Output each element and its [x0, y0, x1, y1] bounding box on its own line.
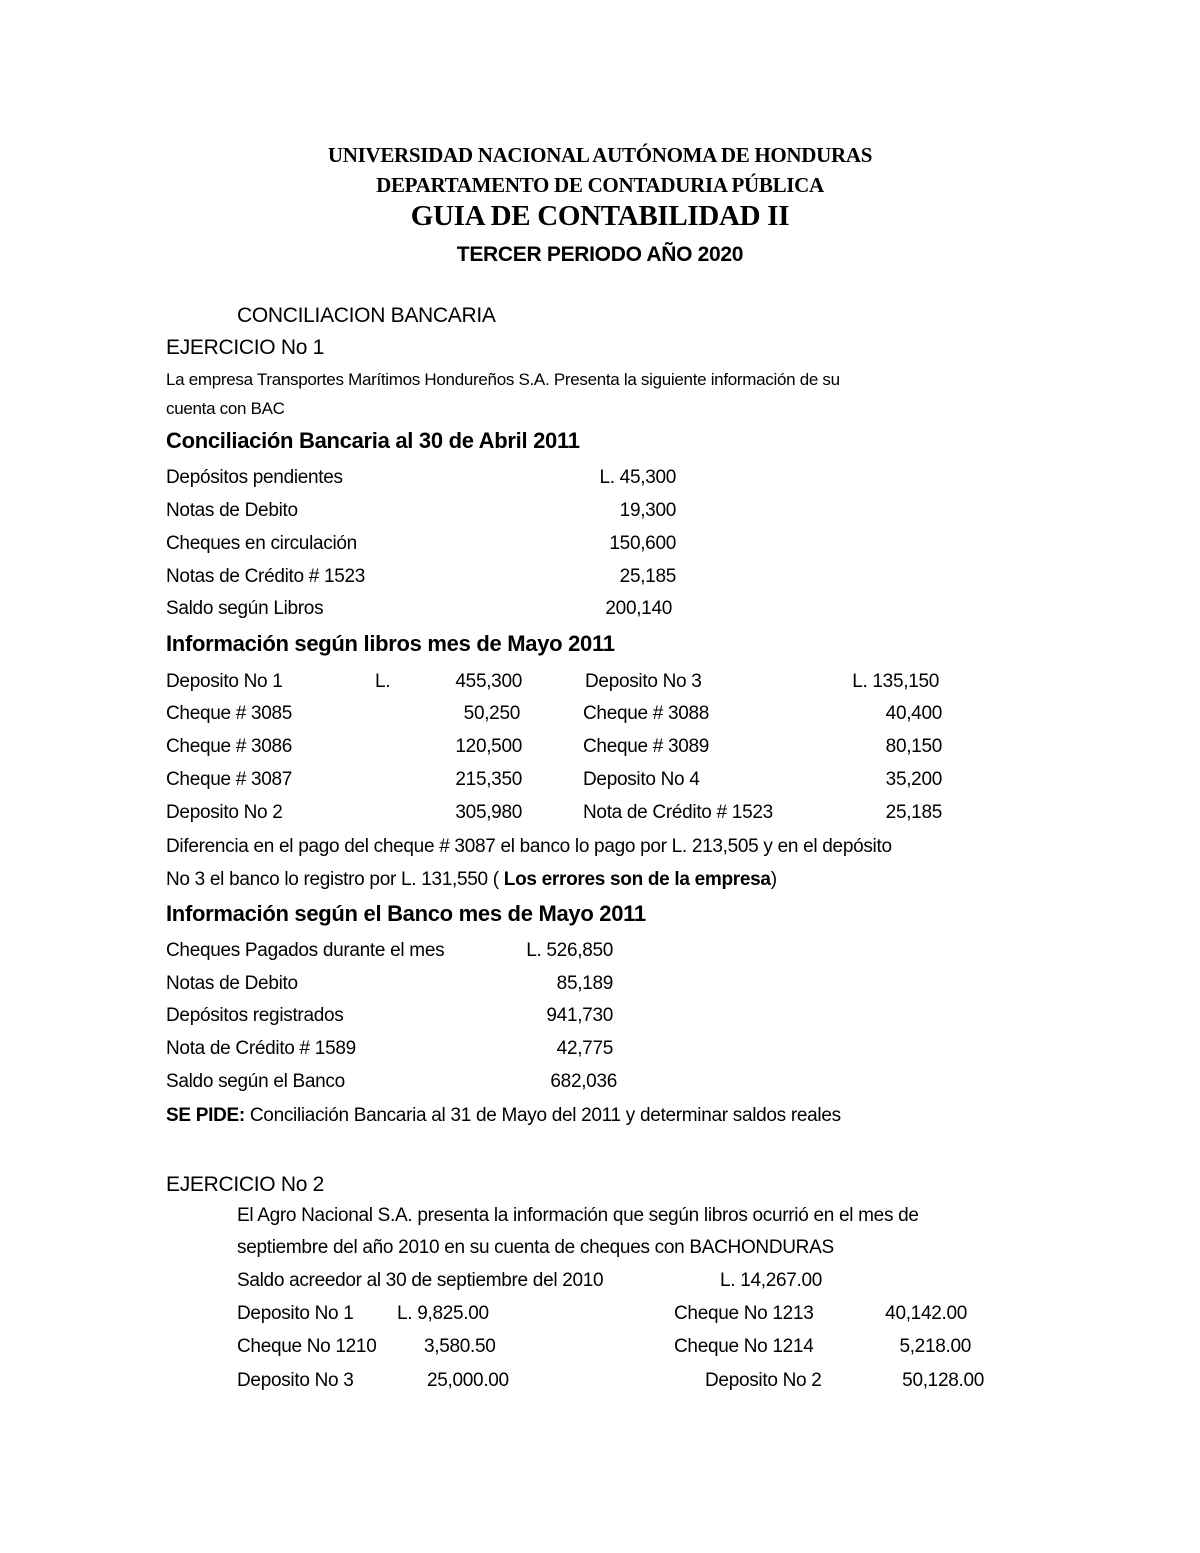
task-label: SE PIDE:: [166, 1105, 245, 1126]
item-label: Deposito No 1: [166, 671, 283, 692]
item-value: 150,600: [609, 533, 676, 554]
item-value: 35,200: [885, 769, 942, 790]
item-label: Deposito No 4: [583, 769, 700, 790]
balance-value: L. 14,267.00: [720, 1270, 823, 1291]
item-label: Deposito No 2: [705, 1370, 822, 1391]
item-label: Nota de Crédito # 1523: [583, 802, 773, 823]
item-label: Depósitos pendientes: [166, 467, 343, 488]
difference-note-cont: [166, 868, 777, 892]
item-label: Deposito No 3: [237, 1370, 354, 1391]
item-value: 80,150: [885, 736, 942, 757]
note-emphasis: Los errores son de la empresa: [503, 869, 771, 890]
exercise-1-intro-cont: cuenta con BAC: [166, 399, 285, 418]
exercise-1-intro: La empresa Transportes Marítimos Hondureños S.A. Presenta la siguiente información de su: [166, 370, 840, 389]
item-value: 215,350: [455, 769, 522, 790]
item-label: Cheque # 3087: [166, 769, 293, 790]
topic-heading: CONCILIACION BANCARIA: [237, 304, 496, 327]
item-value: 19,300: [619, 500, 676, 521]
item-label: Saldo según Libros: [166, 598, 324, 619]
item-label: Deposito No 3: [585, 671, 702, 692]
item-value: L. 526,850: [526, 940, 613, 961]
task-text: Conciliación Bancaria al 31 de Mayo del 2011 y determinar saldos reales: [244, 1105, 841, 1126]
note-text: No 3 el banco lo registro por L. 131,550 (: [166, 869, 504, 890]
exercise-2-intro: El Agro Nacional S.A. presenta la información que según libros ocurrió en el mes de: [237, 1205, 919, 1226]
item-label: Deposito No 1: [237, 1303, 354, 1324]
note-text-end: ): [770, 869, 777, 890]
item-label: Cheque # 3085: [166, 703, 293, 724]
item-value: 941,730: [546, 1005, 613, 1026]
item-label: Notas de Debito: [166, 973, 298, 994]
exercise-1-heading: EJERCICIO No 1: [166, 336, 325, 359]
section-title-books-may: Información según libros mes de Mayo 2011: [166, 631, 615, 656]
task-statement: [166, 1104, 841, 1128]
item-label: Cheque # 3088: [583, 703, 710, 724]
item-value: 50,128.00: [902, 1370, 984, 1391]
item-label: Cheque No 1210: [237, 1336, 377, 1357]
item-value: L. 9,825.00: [397, 1303, 489, 1324]
section-title-bank-may: Información según el Banco mes de Mayo 2011: [166, 901, 646, 926]
item-value: 5,218.00: [899, 1336, 971, 1357]
item-value: 200,140: [605, 598, 672, 619]
item-value: 305,980: [455, 802, 522, 823]
period: TERCER PERIODO AÑO 2020: [456, 243, 744, 266]
exercise-2-intro-cont: septiembre del año 2010 en su cuenta de cheques con BACHONDURAS: [237, 1237, 834, 1258]
item-value: 25,000.00: [427, 1370, 509, 1391]
item-value: L. 135,150: [852, 671, 939, 692]
item-value: 455,300: [455, 671, 522, 692]
item-label: Cheque No 1214: [674, 1336, 814, 1357]
item-value: 120,500: [455, 736, 522, 757]
item-label: Saldo según el Banco: [166, 1071, 345, 1092]
university-name: UNIVERSIDAD NACIONAL AUTÓNOMA DE HONDURAS: [327, 143, 873, 167]
item-value: 40,400: [885, 703, 942, 724]
item-value: 3,580.50: [424, 1336, 496, 1357]
currency-label: L.: [375, 671, 391, 692]
item-label: Cheque # 3086: [166, 736, 293, 757]
department-name: DEPARTAMENTO DE CONTADURIA PÚBLICA: [376, 173, 824, 197]
item-value: 40,142.00: [885, 1303, 967, 1324]
item-value: 85,189: [556, 973, 613, 994]
item-label: Notas de Debito: [166, 500, 298, 521]
item-label: Cheques Pagados durante el mes: [166, 940, 445, 961]
item-label: Cheque # 3089: [583, 736, 710, 757]
exercise-2-heading: EJERCICIO No 2: [166, 1173, 325, 1196]
item-value: L. 45,300: [599, 467, 676, 488]
document-title: GUIA DE CONTABILIDAD II: [410, 200, 790, 232]
balance-label: Saldo acreedor al 30 de septiembre del 2010: [237, 1270, 604, 1291]
item-value: 25,185: [619, 566, 676, 587]
item-value: 682,036: [550, 1071, 617, 1092]
item-value: 42,775: [556, 1038, 613, 1059]
section-title-april: Conciliación Bancaria al 30 de Abril 2011: [166, 428, 580, 453]
item-label: Nota de Crédito # 1589: [166, 1038, 356, 1059]
item-label: Notas de Crédito # 1523: [166, 566, 366, 587]
item-label: Cheque No 1213: [674, 1303, 814, 1324]
item-value: 25,185: [885, 802, 942, 823]
difference-note: Diferencia en el pago del cheque # 3087 el banco lo pago por L. 213,505 y en el depósito: [166, 836, 892, 857]
item-label: Cheques en circulación: [166, 533, 357, 554]
item-label: Deposito No 2: [166, 802, 283, 823]
item-label: Depósitos registrados: [166, 1005, 344, 1026]
item-value: 50,250: [463, 703, 520, 724]
